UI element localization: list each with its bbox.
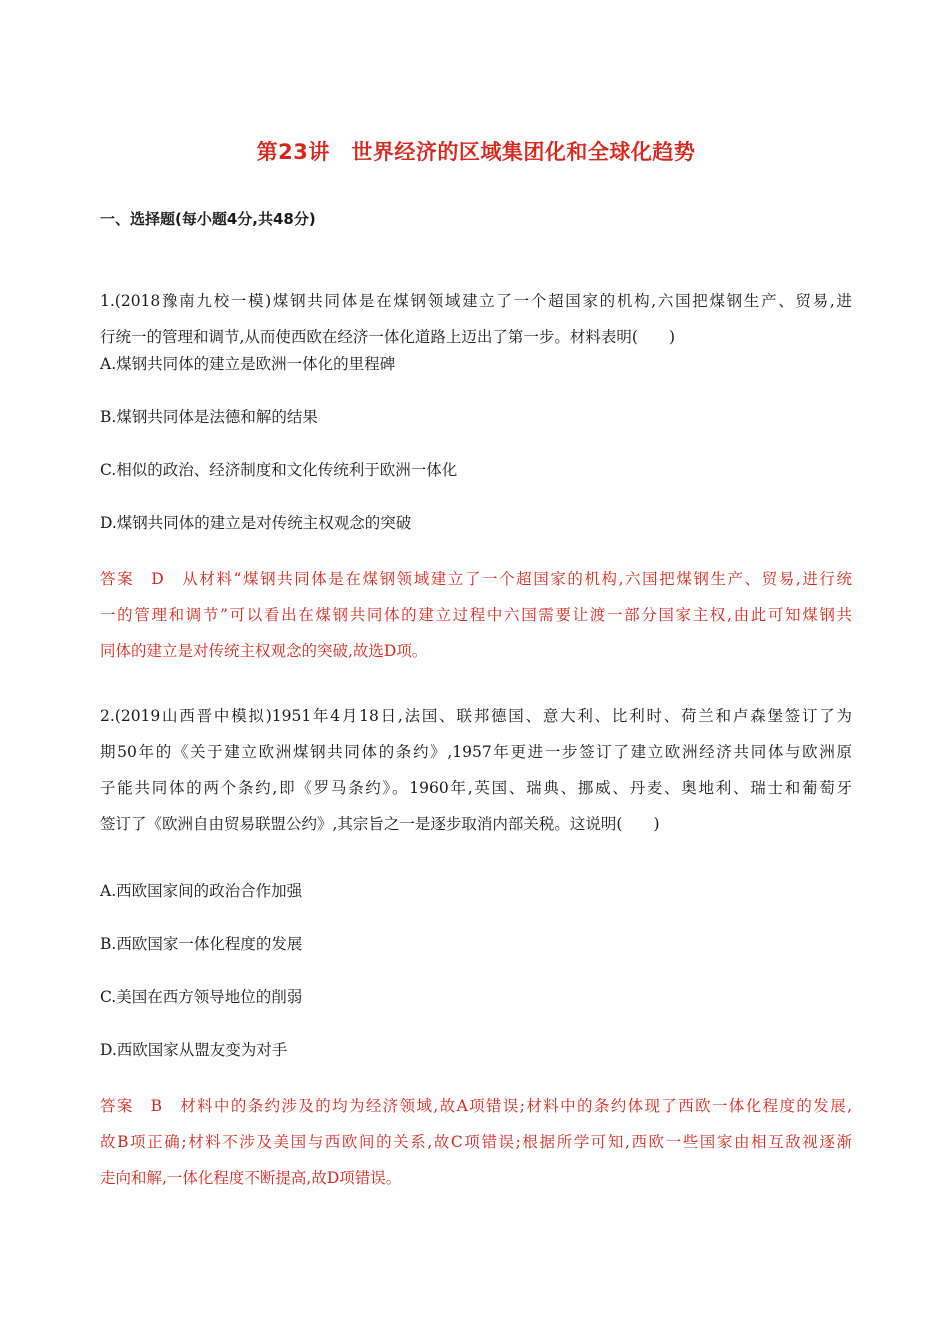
section-heading: 一、选择题(每小题4分,共48分) (100, 210, 316, 228)
answer-line: 一的管理和调节”可以看出在煤钢共同体的建立过程中六国需要让渡一部分国家主权,由此可知煤钢共 (100, 606, 852, 624)
question-2-stem-line: 子能共同体的两个条约,即《罗马条约》。1960年,英国、瑞典、挪威、丹麦、奥地利、瑞士和葡萄牙 (100, 779, 852, 797)
question-2-option-c: C.美国在西方领导地位的削弱 (100, 988, 303, 1006)
question-1-option-b: B.煤钢共同体是法德和解的结果 (100, 408, 318, 426)
question-2-stem-line: 签订了《欧洲自由贸易联盟公约》,其宗旨之一是逐步取消内部关税。这说明( ) (100, 815, 660, 833)
question-1-stem (100, 283, 852, 355)
answer-line: 同体的建立是对传统主权观念的突破,故选D项。 (100, 642, 428, 660)
question-2-option-b: B.西欧国家一体化程度的发展 (100, 935, 303, 953)
question-1-stem-line: 行统一的管理和调节,从而使西欧在经济一体化道路上迈出了第一步。材料表明( ) (100, 328, 676, 346)
question-2-option-a: A.西欧国家间的政治合作加强 (100, 882, 303, 900)
answer-line: 答案 D 从材料“煤钢共同体是在煤钢领域建立了一个超国家的机构,六国把煤钢生产、贸易,进行统 (100, 570, 852, 588)
question-2-stem-line: 期50年的《关于建立欧洲煤钢共同体的条约》,1957年更进一步签订了建立欧洲经济共同体与欧洲原 (100, 743, 852, 761)
answer-line: 走向和解,一体化程度不断提高,故D项错误。 (100, 1169, 402, 1187)
answer-line: 故B项正确;材料不涉及美国与西欧间的关系,故C项错误;根据所学可知,西欧一些国家由相互敌视逐渐 (100, 1133, 852, 1151)
question-1-option-a: A.煤钢共同体的建立是欧洲一体化的里程碑 (100, 355, 396, 373)
question-2-option-d: D.西欧国家从盟友变为对手 (100, 1041, 288, 1059)
question-1-stem-line: 1.(2018豫南九校一模)煤钢共同体是在煤钢领域建立了一个超国家的机构,六国把煤钢生产、贸易,进 (100, 292, 852, 310)
question-2-answer (100, 1088, 852, 1196)
question-2-stem-line: 2.(2019山西晋中模拟)1951年4月18日,法国、联邦德国、意大利、比利时、荷兰和卢森堡签订了为 (100, 707, 852, 725)
question-2-stem (100, 698, 852, 842)
answer-line: 答案 B 材料中的条约涉及的均为经济领域,故A项错误;材料中的条约体现了西欧一体化程度的发展, (100, 1097, 852, 1115)
question-1-option-c: C.相似的政治、经济制度和文化传统利于欧洲一体化 (100, 461, 458, 479)
question-1-answer (100, 561, 852, 669)
question-1-option-d: D.煤钢共同体的建立是对传统主权观念的突破 (100, 514, 412, 532)
page-title: 第23讲 世界经济的区域集团化和全球化趋势 (256, 140, 696, 164)
